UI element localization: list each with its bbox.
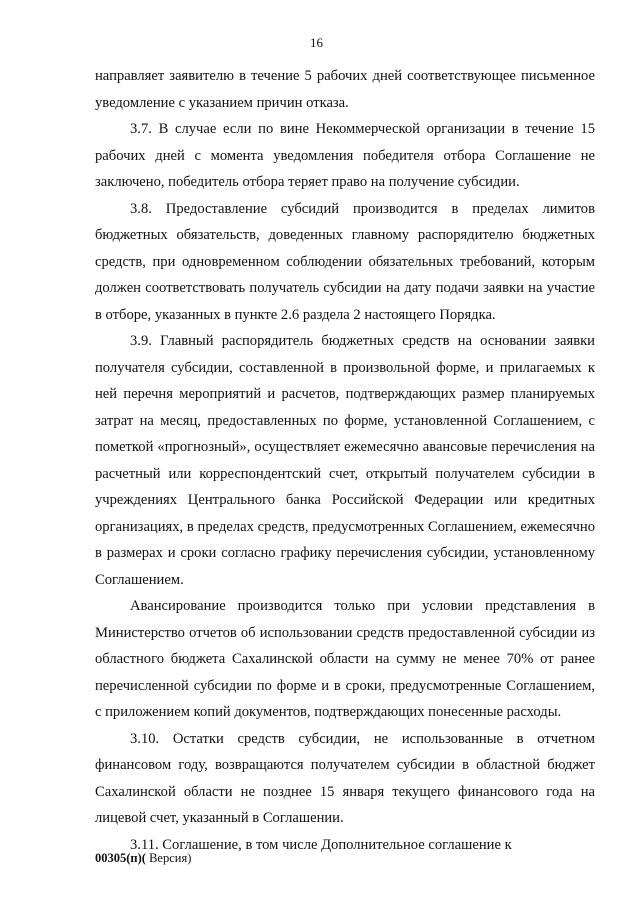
paragraph-3-10: 3.10. Остатки средств субсидии, не использованные в отчетном финансовом году, возвращаются получателем субсидии в областной бюджет Сахалинской области не позднее 15 января текущего финансового года на лицевой счет, указанный в Соглашении. [95,730,595,826]
footer-code: 00305(п)( [95,851,146,865]
paragraph-continuation: направляет заявителю в течение 5 рабочих дней соответствующее письменное уведомление с указанием причин отказа. [95,68,595,111]
document-body [95,63,595,858]
paragraph-3-7: 3.7. В случае если по вине Некоммерческой организации в течение 15 рабочих дней с момента уведомления победителя отбора Соглашение не заключено, победитель отбора теряет право на получение субсидии. [95,121,595,190]
footer-version: Версия) [145,851,192,865]
page-number: 16 [310,35,323,50]
paragraph-3-11: 3.11. Соглашение, в том числе Дополнительное соглашение к [130,836,512,853]
footer-document-code [95,851,191,866]
paragraph-3-8: 3.8. Предоставление субсидий производится в пределах лимитов бюджетных обязательств, доведенных главному распорядителю бюджетных средств, при одновременном соблюдении обязательных требований, которым должен соответствовать получатель субсидии на дату подачи заявки на участие в отборе, указанных в пункте 2.6 раздела 2 настоящего Порядка. [95,200,595,323]
paragraph-3-9: 3.9. Главный распорядитель бюджетных средств на основании заявки получателя субсидии, составленной в произвольной форме, и прилагаемых к ней перечня мероприятий и расчетов, подтверждающих размер планируемых затрат на месяц, предоставленных по форме, установленной Соглашением, с пометкой «прогнозный», осуществляет ежемесячно авансовые перечисления на расчетный или корреспондентский счет, открытый получателем субсидии в учреждениях Центрального банка Российской Федерации или кредитных организациях, в пределах средств, предусмотренных Соглашением, ежемесячно в размерах и сроки согласно графику перечисления субсидии, установленному Соглашением. [95,333,595,588]
paragraph-advance-payment: Авансирование производится только при условии представления в Министерство отчетов об использовании средств предоставленной субсидии из областного бюджета Сахалинской области на сумму не менее 70% от ранее перечисленной субсидии по форме и в сроки, предусмотренные Соглашением, с приложением копий документов, подтверждающих понесенные расходы. [95,598,595,720]
